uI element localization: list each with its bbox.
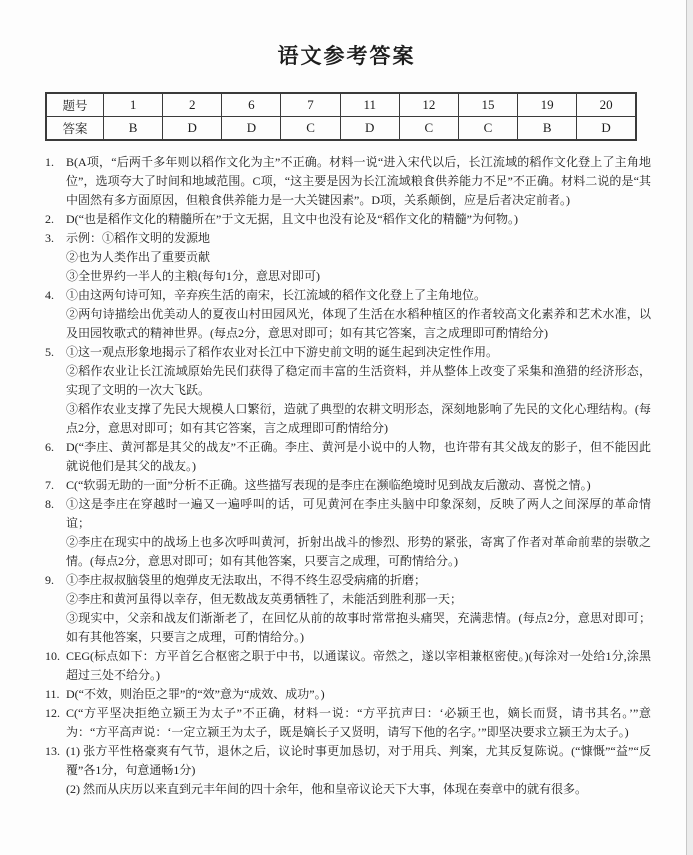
question-number-row — [46, 93, 636, 117]
answer-item-content — [66, 571, 651, 647]
answer-item-number: 10. — [45, 649, 60, 663]
answer-item — [45, 685, 651, 704]
answer-item-content — [66, 343, 651, 438]
answer-item-number: 13. — [45, 744, 60, 758]
answer-letter-row — [46, 117, 636, 141]
answer-paragraph: (1) 张方平性格豪爽有气节，退休之后，议论时事更加恳切，对于用兵、判案，尤其反复陈说。(“慷慨”“益”“反覆”各1分，句意通畅1分) — [66, 744, 651, 777]
answer-paragraph: B(A项，“后两千多年则以稻作文化为主”不正确。材料一说“进入宋代以后，长江流域的稻作文化登上了主角地位”，选项夸大了时间和地域范围。C项，“这主要是因为长江流域粮食供养能力不足”不正确。材料二说的是“其中固然有多方面原因，但粮食供养能力是一大关键因素”。D项，关系颠倒，应是后者决定前者。) — [66, 155, 651, 207]
answer-item — [45, 704, 651, 742]
answer-item-number: 2. — [45, 212, 54, 226]
answer-item — [45, 495, 651, 571]
question-number-cell: 7 — [281, 93, 340, 117]
answer-paragraph: ③稻作农业支撑了先民大规模人口繁衍，造就了典型的农耕文明形态，深刻地影响了先民的文化心理结构。(每点2分，意思对即可；如有其它答案，言之成理即可酌情给分) — [66, 402, 651, 435]
answer-item — [45, 438, 651, 476]
page-title: 语文参考答案 — [277, 44, 416, 68]
answer-paragraph: ①这一观点形象地揭示了稻作农业对长江中下游史前文明的诞生起到决定性作用。 — [66, 345, 499, 359]
scan-edge-artifact — [686, 0, 693, 855]
answer-paragraph: D(“不效，则治臣之罪”的“效”意为“成效、成功”。) — [66, 687, 325, 701]
answer-item-content — [66, 704, 651, 742]
answer-paragraph: D(“也是稻作文化的精髓所在”于文无据，且文中也没有论及“稻作文化的精髓”为何物。) — [66, 212, 518, 226]
answer-item-content — [66, 685, 651, 704]
answer-item-content — [66, 210, 651, 229]
answer-item — [45, 476, 651, 495]
question-number-cell: 19 — [518, 93, 577, 117]
answer-paragraph: 示例：①稻作文明的发源地 — [66, 231, 211, 245]
question-number-cell: 2 — [163, 93, 222, 117]
answer-letter-cell: D — [577, 117, 636, 141]
answer-row-label: 答案 — [46, 117, 104, 141]
answer-paragraph: ③全世界约一半人的主粮(每句1分，意思对即可) — [66, 269, 320, 283]
answer-paragraph: C(“软弱无助的一面”分析不正确。这些描写表现的是李庄在濒临绝境时见到战友后激动、喜悦之情。) — [66, 478, 591, 492]
answer-item-number: 5. — [45, 345, 54, 359]
answers-list — [45, 153, 651, 799]
answer-item-number: 3. — [45, 231, 54, 245]
answer-table — [45, 92, 637, 141]
answer-paragraph: ①这是李庄在穿越时一遍又一遍呼叫的话，可见黄河在李庄头脑中印象深刻，反映了两人之间深厚的革命情谊； — [66, 497, 651, 530]
question-number-cell: 20 — [577, 93, 636, 117]
answer-item-content — [66, 495, 651, 571]
answer-item — [45, 153, 651, 210]
answer-item-content — [66, 742, 651, 799]
answer-item-content — [66, 438, 651, 476]
answer-item-number: 9. — [45, 573, 54, 587]
question-row-label: 题号 — [46, 93, 104, 117]
answer-paragraph: ③现实中，父亲和战友们渐渐老了，在回忆从前的故事时常常抱头痛哭，充满悲情。(每点2分，意思对即可；如有其他答案，只要言之成理，可酌情给分。) — [66, 611, 651, 644]
answer-item — [45, 286, 651, 343]
answer-paragraph: ②李庄和黄河虽得以幸存，但无数战友英勇牺牲了，未能活到胜利那一天； — [66, 592, 463, 606]
answer-item-content — [66, 153, 651, 210]
answer-paragraph: ①由这两句诗可知，辛弃疾生活的南宋，长江流域的稻作文化登上了主角地位。 — [66, 288, 487, 302]
answer-item-number: 8. — [45, 497, 54, 511]
answer-item-number: 1. — [45, 155, 54, 169]
answer-letter-cell: C — [458, 117, 517, 141]
answer-item-number: 11. — [45, 687, 60, 701]
answer-letter-cell: D — [163, 117, 222, 141]
answer-paragraph: ②李庄在现实中的战场上也多次呼叫黄河，折射出战斗的惨烈、形势的紧张，寄寓了作者对革命前辈的崇敬之情。(每点2分，意思对即可；如有其他答案，只要言之成理，可酌情给分。) — [66, 535, 651, 568]
answer-item — [45, 742, 651, 799]
answer-paragraph: ②稻作农业让长江流域原始先民们获得了稳定而丰富的生活资料，并从整体上改变了采集和渔猎的经济形态，实现了文明的一次大飞跃。 — [66, 364, 651, 397]
answer-paragraph: C(“方平坚决拒绝立颍王为太子”不正确，材料一说：“方平抗声曰：‘必颍王也，嫡长而贤，请书其名。’”意为：“方平高声说：‘一定立颍王为太子，既是嫡长子又贤明，请写下他的名字。’”即坚决要求立颍王为太子。) — [66, 706, 651, 739]
answer-item — [45, 343, 651, 438]
answer-item — [45, 647, 651, 685]
question-number-cell: 12 — [399, 93, 458, 117]
answer-paragraph: D(“李庄、黄河都是其父的战友”不正确。李庄、黄河是小说中的人物，也许带有其父战友的影子，但不能因此就说他们是其父的战友。) — [66, 440, 651, 473]
answer-paragraph: CEG(标点如下：方平首乞合枢密之职于中书，以通谋议。帝然之，遂以宰相兼枢密使。)(每涂对一处给1分,涂黑超过三处不给分。) — [66, 649, 651, 682]
answer-letter-cell: C — [399, 117, 458, 141]
answer-item-number: 12. — [45, 706, 60, 720]
answer-item-number: 7. — [45, 478, 54, 492]
answer-item-content — [66, 647, 651, 685]
answer-item-number: 4. — [45, 288, 54, 302]
question-number-cell: 11 — [340, 93, 399, 117]
answer-item — [45, 571, 651, 647]
question-number-cell: 15 — [458, 93, 517, 117]
answer-item-content — [66, 476, 651, 495]
answer-paragraph: ②两句诗描绘出优美动人的夏夜山村田园风光，体现了生活在水稻种植区的作者较高文化素养和艺术水准，以及田园牧歌式的精神世界。(每点2分，意思对即可；如有其它答案，言之成理即可酌情给分) — [66, 307, 651, 340]
answer-letter-cell: B — [518, 117, 577, 141]
answer-item-content — [66, 286, 651, 343]
question-number-cell: 1 — [104, 93, 163, 117]
answer-item-content — [66, 229, 651, 286]
answer-item — [45, 210, 651, 229]
answer-letter-cell: D — [222, 117, 281, 141]
answer-paragraph: (2) 然而从庆历以来直到元丰年间的四十余年，他和皇帝议论天下大事，体现在奏章中的就有很多。 — [66, 782, 587, 796]
answer-letter-cell: D — [340, 117, 399, 141]
answer-paragraph: ①李庄叔叔脑袋里的炮弹皮无法取出，不得不终生忍受病痛的折磨； — [66, 573, 427, 587]
answer-paragraph: ②也为人类作出了重要贡献 — [66, 250, 211, 264]
answer-item-number: 6. — [45, 440, 54, 454]
answer-item — [45, 229, 651, 286]
question-number-cell: 6 — [222, 93, 281, 117]
answer-letter-cell: B — [104, 117, 163, 141]
answer-letter-cell: C — [281, 117, 340, 141]
